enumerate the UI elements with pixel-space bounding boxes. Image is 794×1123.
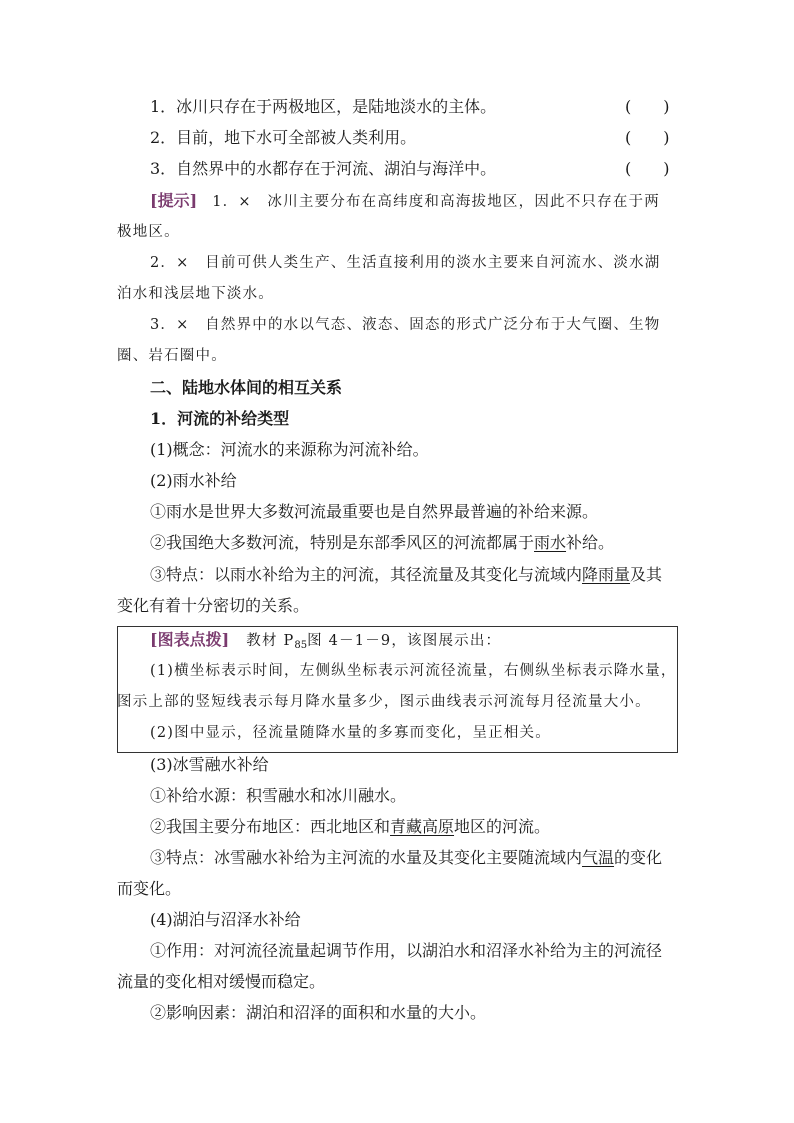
snow-point-2 xyxy=(150,817,550,837)
snow-point-2-post: 地区的河流。 xyxy=(454,817,551,836)
snow-point-2-pre: ②我国主要分布地区：西北地区和 xyxy=(150,817,391,836)
lake-point-1b: 流量的变化相对缓慢而稳定。 xyxy=(117,972,326,991)
rain-point-3-post: 及其 xyxy=(630,565,663,584)
snow-point-3-pre: ③特点：冰雪融水补给为主河流的水量及其变化主要随流域内 xyxy=(150,848,583,867)
figure-note-p2: (2)图中显示，径流量随降水量的多寡而变化，呈正相关。 xyxy=(150,725,551,741)
judge-item-2: 2．目前，地下水可全部被人类利用。 xyxy=(150,128,417,147)
figure-note-p1b: 图示上部的竖短线表示每月降水量多少，图示曲线表示河流每月径流量大小。 xyxy=(117,694,651,710)
rain-point-3 xyxy=(150,565,662,585)
lake-point-2: ②影响因素：湖泊和沼泽的面积和水量的大小。 xyxy=(150,1003,487,1022)
hint-text-2b: 泊水和浅层地下淡水。 xyxy=(117,286,274,302)
section-heading: 二、陆地水体间的相互关系 xyxy=(150,378,343,397)
answer-blank-1: ( ) xyxy=(625,97,670,116)
judge-item-3: 3．自然界中的水都存在于河流、湖泊与海洋中。 xyxy=(150,159,497,178)
hint-tag: [提示] xyxy=(150,191,198,210)
snow-point-3-key: 气温 xyxy=(582,848,615,867)
rain-point-2 xyxy=(150,533,614,553)
answer-blank-3: ( ) xyxy=(625,159,670,178)
judge-item-1: 1．冰川只存在于两极地区，是陆地淡水的主体。 xyxy=(150,97,497,116)
hint-text-3b: 圈、岩石圈中。 xyxy=(117,348,227,364)
snow-point-3-post: 的变化 xyxy=(614,848,663,867)
rain-point-2-post: 补给。 xyxy=(566,533,615,552)
snow-point-1: ①补给水源：积雪融水和冰川融水。 xyxy=(150,786,407,805)
rain-point-2-key: 雨水 xyxy=(534,533,567,552)
figure-ref-page: 85 xyxy=(294,640,308,651)
snow-point-2-key: 青藏高原 xyxy=(390,817,455,836)
figure-ref-post: 图 4－1－9，该图展示出： xyxy=(307,633,502,649)
rain-point-3b: 变化有着十分密切的关系。 xyxy=(117,596,310,615)
hint-text-3: 3．× 自然界中的水以气态、液态、固态的形式广泛分布于大气圈、生物 xyxy=(150,317,661,333)
lake-title: (4)湖泊与沼泽水补给 xyxy=(150,910,301,929)
rain-point-2-pre: ②我国绝大多数河流，特别是东部季风区的河流都属于 xyxy=(150,533,535,552)
answer-blank-2: ( ) xyxy=(625,128,670,147)
hint-text-1b: 极地区。 xyxy=(117,224,180,240)
hint-line-1 xyxy=(150,191,660,212)
rain-title: (2)雨水补给 xyxy=(150,471,237,490)
snow-title: (3)冰雪融水补给 xyxy=(150,755,269,774)
rain-point-3-key: 降雨量 xyxy=(582,565,631,584)
subsection-heading: 1．河流的补给类型 xyxy=(150,409,290,428)
lake-point-1: ①作用：对河流径流量起调节作用，以湖泊水和沼泽水补给为主的河流径 xyxy=(150,941,663,960)
figure-note-tag: [图表点拨] xyxy=(150,630,230,649)
concept-line: (1)概念：河流水的来源称为河流补给。 xyxy=(150,440,429,459)
figure-note-p1: (1)横坐标表示时间，左侧纵坐标表示河流径流量，右侧纵坐标表示降水量， xyxy=(150,663,677,679)
snow-point-3 xyxy=(150,848,662,868)
figure-note-header xyxy=(150,630,501,656)
hint-text-2: 2．× 目前可供人类生产、生活直接利用的淡水主要来自河流水、淡水湖 xyxy=(150,255,661,271)
rain-point-1: ①雨水是世界大多数河流最重要也是自然界最普遍的补给来源。 xyxy=(150,502,599,521)
rain-point-3-pre: ③特点：以雨水补给为主的河流，其径流量及其变化与流域内 xyxy=(150,565,583,584)
figure-ref-pre: 教材 P xyxy=(246,633,295,649)
snow-point-3b: 而变化。 xyxy=(117,879,182,898)
hint-text-1: 1．× 冰川主要分布在高纬度和高海拔地区，因此不只存在于两 xyxy=(212,194,660,210)
